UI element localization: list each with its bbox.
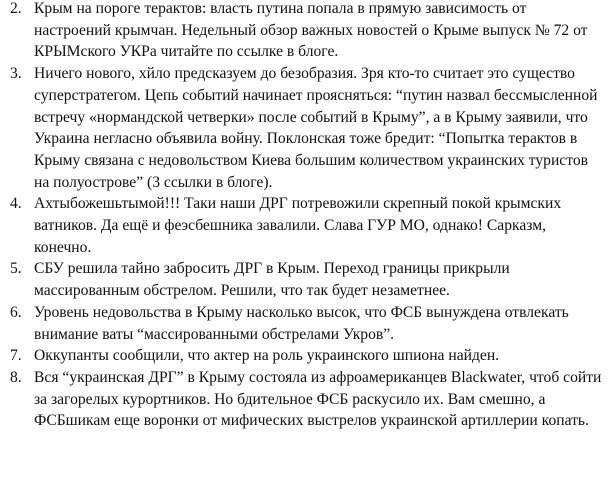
item-number: 7.	[10, 347, 22, 365]
item-text: Ничего нового, хйло предсказуем до безобразия. Зря кто-то считает это существо суперстратегом. Цепь событий начинает проясняться: “путин назвал бессмысленной встречу «нормандской четверки» после событий в Крыму”, а в Крыму заявили, что Украина негласно объявила войну. Поклонская тоже бредит: “Попытка терактов в Крыму связана с недовольством Киева большим количеством украинских туристов на полуострове” (3 ссылки в блоге).	[34, 65, 598, 191]
item-number: 8.	[10, 368, 22, 386]
item-text: Крым на пороге терактов: власть путина попала в прямую зависимость от настроений крымчан. Недельный обзор важных новостей о Крыме выпуск № 72 от КРЫМского УКРа читайте по ссылке в блоге.	[34, 0, 588, 61]
list-item	[4, 345, 608, 367]
item-text: Уровень недовольства в Крыму насколько высок, что ФСБ вынуждена отвлекать внимание ваты “массированными обстрелами Укров”.	[34, 303, 569, 343]
item-text: Вся “украинская ДРГ” в Крыму состояла из афроамериканцев Blackwater, чтоб сойти за загорелых курортников. Но бдительное ФСБ раскусило их. Вам смешно, а ФСБшикам еще воронки от мифических выстрелов украинской артиллерии копать.	[34, 368, 602, 430]
item-text: Ахтыбожешьтымой!!! Таки наши ДРГ потревожили скрепный покой крымских ватников. Да ещё и феэсбешника завалили. Слава ГУР МО, однако! Сарказм, конечно.	[34, 195, 562, 256]
item-number: 6.	[10, 303, 22, 321]
list-item	[4, 302, 608, 345]
list-item	[4, 0, 608, 63]
list-item	[4, 258, 608, 301]
item-number: 2.	[10, 0, 22, 17]
item-number: 3.	[10, 65, 22, 83]
list-item	[4, 367, 608, 432]
news-list	[4, 0, 608, 432]
item-text: Оккупанты сообщили, что актер на роль украинского шпиона найден.	[34, 347, 500, 365]
item-number: 4.	[10, 195, 22, 213]
list-item	[4, 63, 608, 193]
item-number: 5.	[10, 260, 22, 278]
list-item	[4, 193, 608, 258]
item-text: СБУ решила тайно забросить ДРГ в Крым. Переход границы прикрыли массированным обстрелом. Решили, что так будет незаметнее.	[34, 260, 510, 300]
